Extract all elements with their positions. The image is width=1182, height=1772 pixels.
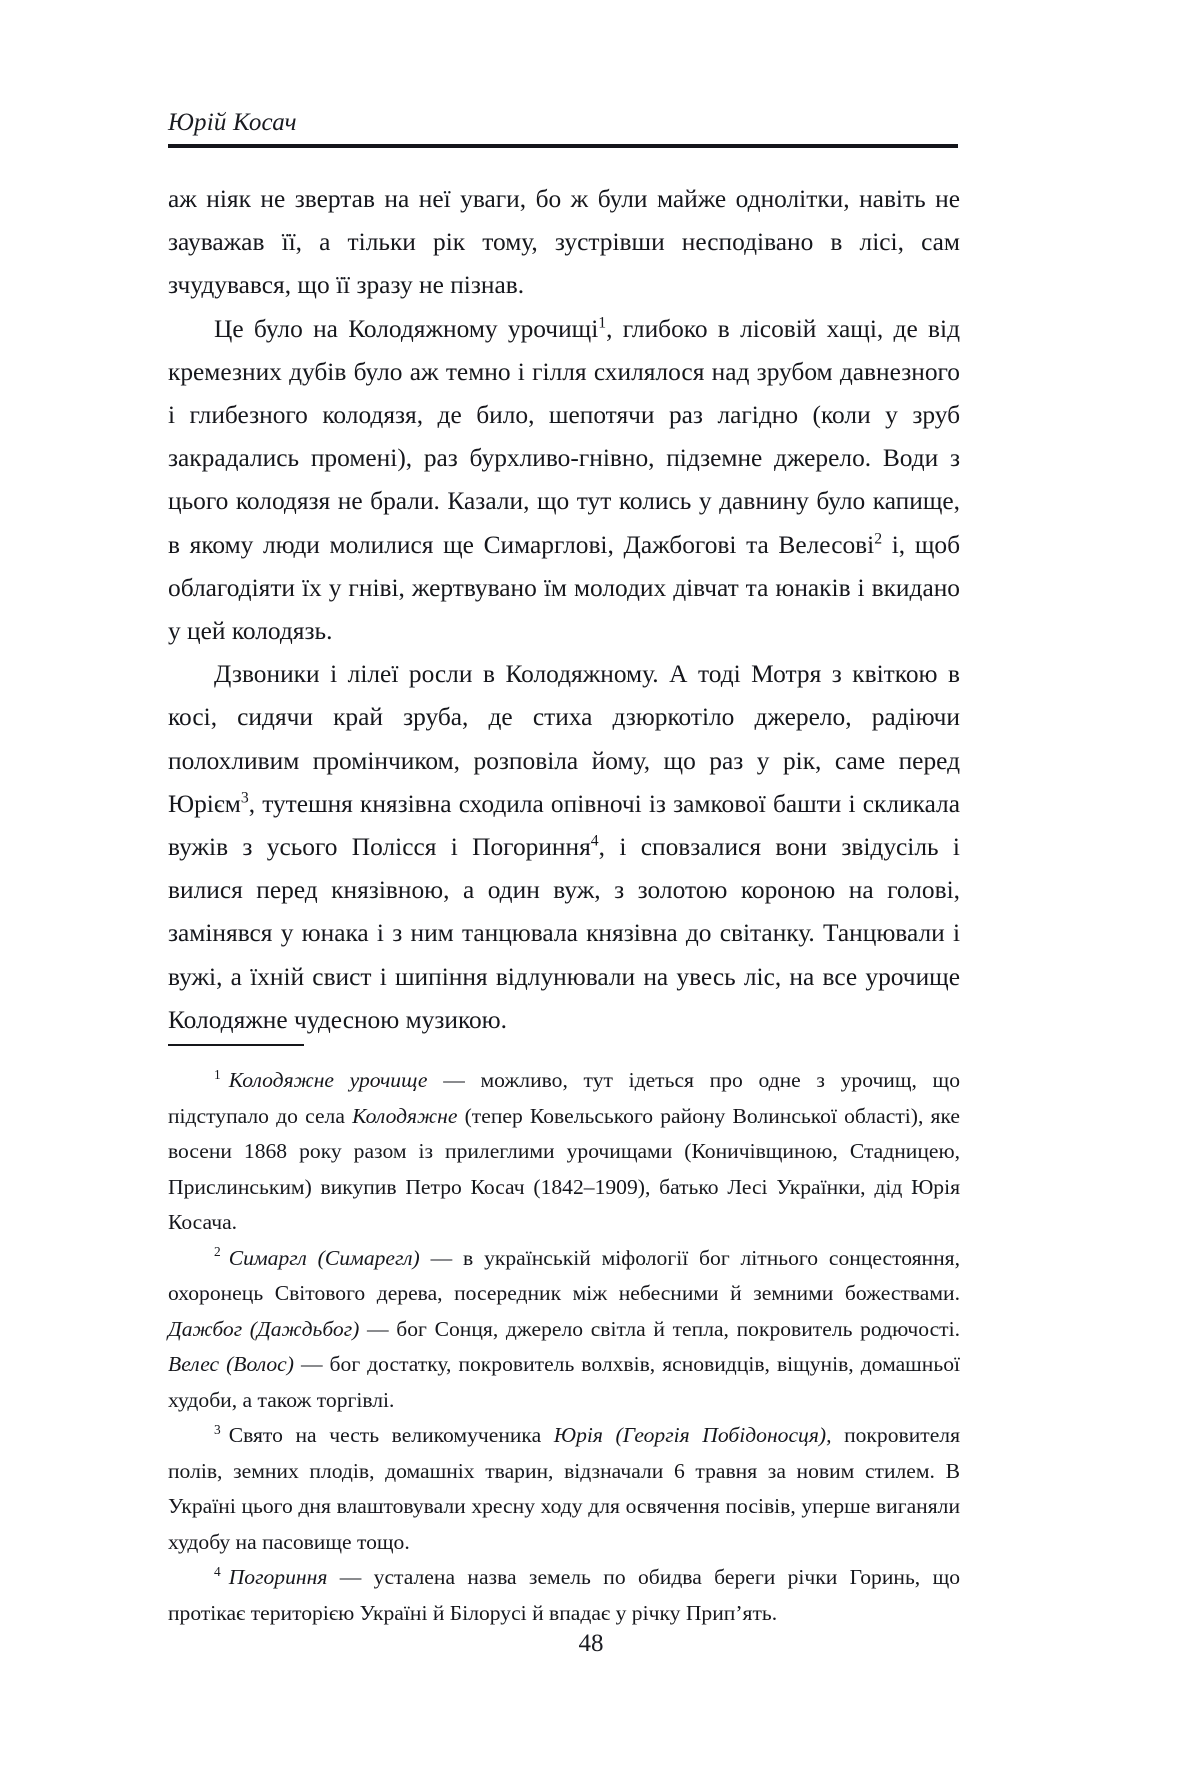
paragraph-1 [168,178,960,308]
footnote-3 [168,1418,960,1560]
page-number: 48 [578,1630,604,1657]
footnote-3-text-0: Свято на честь великомученика [228,1423,554,1447]
footnote-2-term-2: Дажбог (Даждьбог) [168,1316,360,1341]
footnote-1-number: 1 [214,1066,221,1082]
footnote-4-term: Погориння [228,1565,328,1589]
running-head-author: Юрій Косач [168,109,297,136]
footnote-marker-1[interactable]: 1 [598,314,607,332]
footnote-2-number: 2 [214,1244,221,1260]
footnote-3-number: 3 [214,1421,221,1437]
footnote-1-term: Колодяжне урочище [228,1068,428,1092]
footnote-marker-2[interactable]: 2 [874,530,883,548]
footnote-2-term: Симаргл (Симарегл) [228,1245,420,1270]
paragraph-2-text-b: , глибоко в лісовій хащі, де від кремезних дубів було аж темно і гілля схилялося над зрубом давнезного і глибезного колодязя, де било, шепотячи раз лагідно (коли у зруб закрадались промені), раз бурхливо-гнівно, підземне джерело. Води з цього колодязя не брали. Казали, що тут колись у давнину було капище, в якому люди молилися ще Симаргловi, Дажбогові та Велесові [168,314,960,559]
footnote-1-term-2: Колодяжне [352,1103,458,1128]
footnote-marker-3[interactable]: 3 [240,789,249,807]
footnote-3-text-2: покровителя полів, земних плодів, домашніх тварин, відзначали 6 травня за новим стилем. В Україні цього дня влаштовували хресну ходу для освячення посівів, уперше виганяли худобу на пасовище тощо. [168,1423,960,1554]
paragraph-3 [168,653,960,1042]
body-text [168,178,960,1042]
footnote-separator-rule [168,1044,304,1046]
footnote-2-text-1: — в українській міфології бог літнього сонцестояння, охоронець Світового дерева, посередник між небесними й земними божествами. [168,1245,961,1305]
footnote-4 [168,1560,960,1631]
footnote-1-text-2: (тепер Ковельського району Волинської області), яке восени 1868 року разом із прилеглими урочищами (Коничівщиною, Стадницею, Прислинським) викупив Петро Косач (1842–1909), батько Лесі Українки, дід Юрія Косача. [168,1103,960,1234]
footnote-marker-4[interactable]: 4 [590,832,599,850]
footnote-1-text-1: — можливо, тут ідеться про одне з урочищ, що підступало до села [168,1068,960,1128]
footnote-2-text-2: — бог Сонця, джерело світла й тепла, покровитель родючості. [359,1316,960,1341]
paragraph-1-text: аж ніяк не звертав на неї уваги, бо ж були майже однолітки, навіть не зауважав її, а тільки рік тому, зустрівши несподівано в лісі, сам зчудувався, що її зразу не пізнав. [168,185,960,300]
footnote-1 [168,1063,960,1241]
footnote-2-term-3: Велес (Волос) [168,1352,294,1376]
footnote-4-text-1: — усталена назва земель по обидва береги річки Горинь, що протікає територією Україні й Білорусі й впадає у річку Прип’ять. [168,1565,960,1625]
paragraph-3-text-a: Дзвоники і лілеї росли в Колодяжному. А тоді Мотря з квіткою в косі, сидячи край зруба, де стиха дзюркотіло джерело, радіючи полохливим промінчиком, розповіла йому, що раз у рік, саме перед Юрієм [168,660,960,818]
paragraph-3-text-b: , тутешня князівна сходила опівночі із замкової башти і скликала вужів з усього Полісся і Погориння [168,789,960,862]
running-head-rule [168,144,958,148]
running-head [168,108,958,148]
paragraph-2-text-c: і, щоб облагодіяти їх у гніві, жертвувано їм молодих дівчат та юнаків і вкидано у цей колодязь. [168,530,960,646]
footnote-3-term: Юрія (Георгія Побідоносця), [553,1423,832,1447]
paragraph-2-text-a: Це було на Колодяжному урочищі [214,314,599,343]
footnote-2-text-3: — бог достатку, покровитель волхвів, ясновидців, віщунів, домашньої худоби, а також торгівлі. [168,1352,960,1412]
footnote-4-number: 4 [214,1563,221,1579]
paragraph-3-text-c: , і сповзалися вони звідусіль і вилися перед князівною, а один вуж, з золотою короною на голові, замінявся у юнака і з ним танцювала князівна до світанку. Танцювали і вужі, а їхній свист і шипіння відлунювали на увесь ліс, на все урочище Колодяжне чудесною музикою. [168,833,960,1034]
footnote-2 [168,1241,960,1419]
footnote-section [168,1044,960,1631]
paragraph-2 [168,308,960,654]
